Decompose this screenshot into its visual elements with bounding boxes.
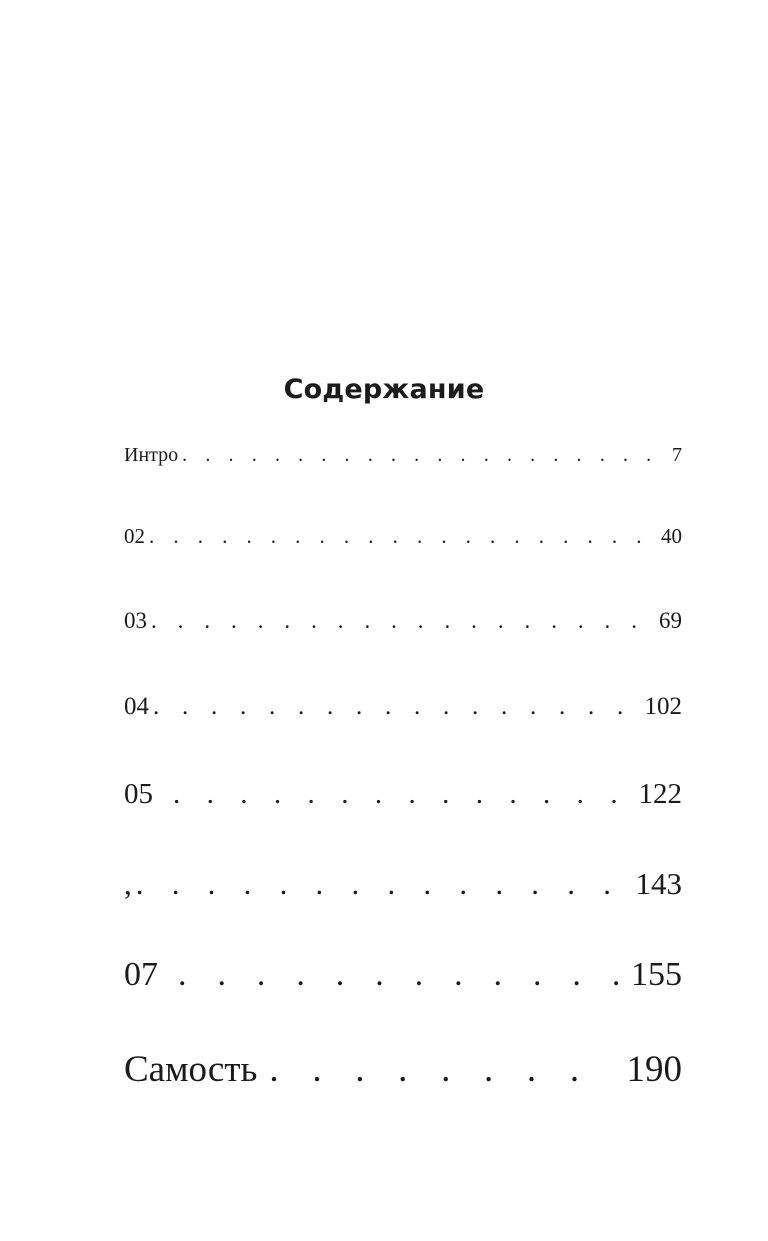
toc-entry-label: 02 xyxy=(124,524,145,548)
toc-entry-label: Самость xyxy=(124,1049,258,1090)
toc-entry[interactable] xyxy=(124,522,682,551)
dot-leader xyxy=(178,954,627,996)
toc-entry-page: 102 xyxy=(644,693,682,720)
toc-entry-page: 143 xyxy=(635,866,682,901)
toc-entry-page: 40 xyxy=(661,524,682,548)
toc-entry[interactable] xyxy=(124,605,682,636)
dot-leader xyxy=(269,1047,612,1093)
dot-leader xyxy=(136,864,632,903)
toc-entry-label: Интро xyxy=(124,444,179,466)
toc-entry[interactable] xyxy=(124,690,682,723)
toc-entry-page: 7 xyxy=(672,444,682,466)
toc-entry[interactable] xyxy=(124,441,682,469)
dot-leader xyxy=(173,776,635,813)
toc-entry-label: 04 xyxy=(124,693,149,720)
toc-entry[interactable] xyxy=(124,776,682,813)
dot-leader xyxy=(149,522,651,551)
dot-leader xyxy=(153,690,635,723)
toc-entry[interactable] xyxy=(124,864,682,903)
toc-entry[interactable] xyxy=(124,954,682,996)
toc-entry-page: 190 xyxy=(626,1049,682,1090)
page-title: Содержание xyxy=(283,374,485,405)
toc-entry-label: 03 xyxy=(124,608,147,633)
toc-entry-page: 69 xyxy=(659,608,682,633)
toc-entry-label: 05 xyxy=(124,778,153,810)
toc-entry-label: 07 xyxy=(124,956,158,993)
toc-entry-label: , xyxy=(124,866,132,901)
dot-leader xyxy=(182,441,668,469)
toc-entry[interactable] xyxy=(124,1047,682,1093)
toc-entry-page: 155 xyxy=(631,956,682,993)
dot-leader xyxy=(151,605,649,636)
toc-entry-page: 122 xyxy=(638,778,682,810)
